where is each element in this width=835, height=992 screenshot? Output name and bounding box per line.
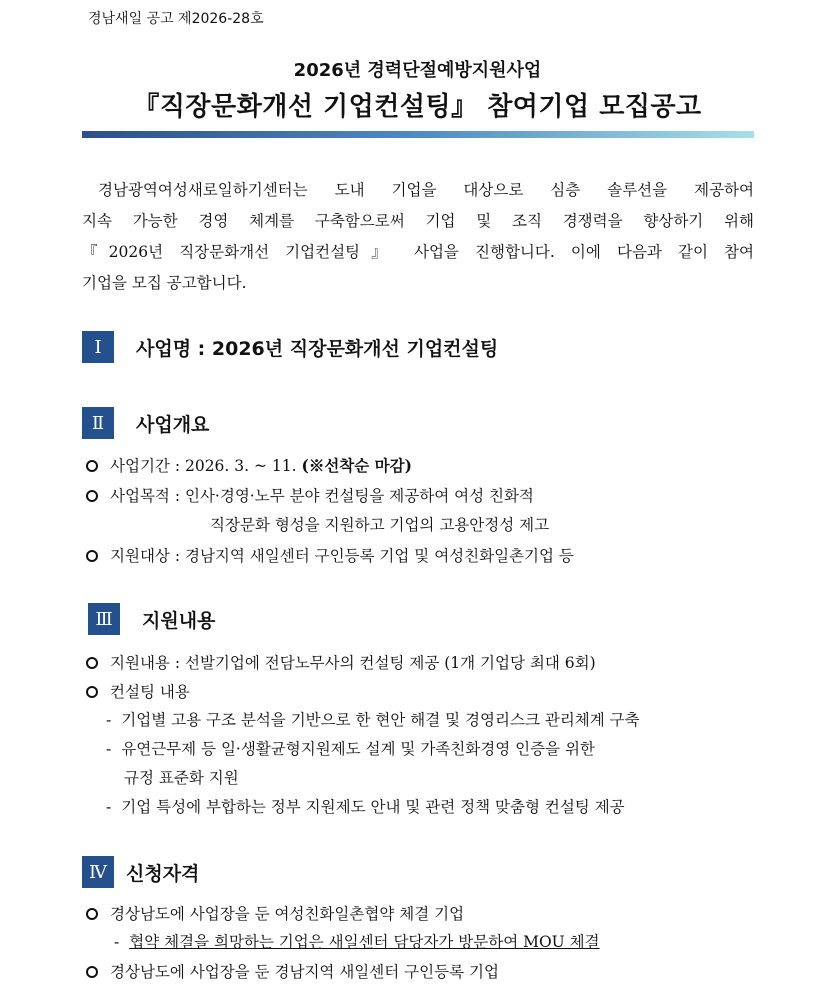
intro-line: 『2026년 직장문화개선 기업컨설팅』 사업을 진행합니다. 이에 다음과 같이 참여	[82, 243, 754, 261]
section-1-header	[82, 331, 498, 363]
dash-bullet: -	[106, 711, 112, 729]
sub-item: - 유연근무제 등 일·생활균형지원제도 설계 및 가족친화경영 인증을 위한	[106, 740, 595, 758]
dash-bullet: -	[106, 798, 112, 816]
sub-item	[114, 930, 600, 952]
sub-item: - 기업 특성에 부합하는 정부 지원제도 안내 및 관련 정책 맞춤형 컨설팅 제공	[106, 798, 625, 816]
sub-item-cont: 규정 표준화 지원	[124, 769, 239, 787]
section-4-header	[82, 856, 199, 888]
dash-bullet: -	[106, 740, 112, 758]
list-item-content: 지원내용 : 선발기업에 전담노무사의 컨설팅 제공 (1개 기업당 최대 6회)	[86, 651, 596, 673]
deadline-note: (※선착순 마감)	[301, 456, 412, 475]
circle-bullet-icon	[86, 460, 98, 472]
section-number-badge: Ⅱ	[82, 407, 114, 439]
section-title: 지원내용	[142, 609, 216, 632]
intro-line: 경남광역여성새로일하기센터는 도내 기업을 대상으로 심층 솔루션을 제공하여	[98, 181, 754, 199]
list-item-target: 지원대상 : 경남지역 새일센터 구인등록 기업 및 여성친화일촌기업 등	[86, 544, 574, 566]
list-item-purpose-cont: 직장문화 형성을 지원하고 기업의 고용안정성 제고	[210, 516, 550, 534]
section-number-badge: Ⅲ	[88, 603, 120, 635]
section-number-badge: Ⅰ	[82, 331, 114, 363]
list-item-period: 사업기간 : 2026. 3. ~ 11. (※선착순 마감)	[86, 454, 412, 476]
circle-bullet-icon	[86, 966, 98, 978]
title-divider	[82, 131, 754, 138]
section-title: 사업개요	[136, 413, 210, 436]
section-number-badge: Ⅳ	[82, 856, 114, 888]
list-item-consulting: 컨설팅 내용	[86, 680, 190, 702]
list-item-qualification: 경상남도에 사업장을 둔 여성친화일촌협약 체결 기업	[86, 902, 464, 924]
section-2-header	[82, 407, 209, 439]
mou-note: 협약 체결을 희망하는 기업은 새일센터 담당자가 방문하여 MOU 체결	[129, 933, 600, 951]
sub-item: - 기업별 고용 구조 분석을 기반으로 한 현안 해결 및 경영리스크 관리체계 구축	[106, 711, 640, 729]
circle-bullet-icon	[86, 657, 98, 669]
intro-line: 지속 가능한 경영 체계를 구축함으로써 기업 및 조직 경쟁력을 향상하기 위해	[82, 212, 754, 230]
list-item-purpose: 사업목적 : 인사·경영·노무 분야 컨설팅을 제공하여 여성 친화적	[86, 484, 534, 506]
section-title: 신청자격	[126, 862, 200, 885]
intro-paragraph	[82, 175, 754, 299]
circle-bullet-icon	[86, 686, 98, 698]
circle-bullet-icon	[86, 908, 98, 920]
list-item-qualification: 경상남도에 사업장을 둔 경남지역 새일센터 구인등록 기업	[86, 960, 499, 982]
intro-line: 기업을 모집 공고합니다.	[82, 274, 247, 292]
notice-number: 경남새일 공고 제2026-28호	[88, 11, 264, 27]
title-line-1: 2026년 경력단절예방지원사업	[293, 60, 542, 81]
dash-bullet: -	[114, 933, 120, 951]
circle-bullet-icon	[86, 490, 98, 502]
page-title: 『직장문화개선 기업컨설팅』 참여기업 모집공고	[133, 92, 702, 122]
section-title: 사업명 : 2026년 직장문화개선 기업컨설팅	[136, 337, 499, 360]
section-3-header	[88, 603, 215, 635]
circle-bullet-icon	[86, 550, 98, 562]
